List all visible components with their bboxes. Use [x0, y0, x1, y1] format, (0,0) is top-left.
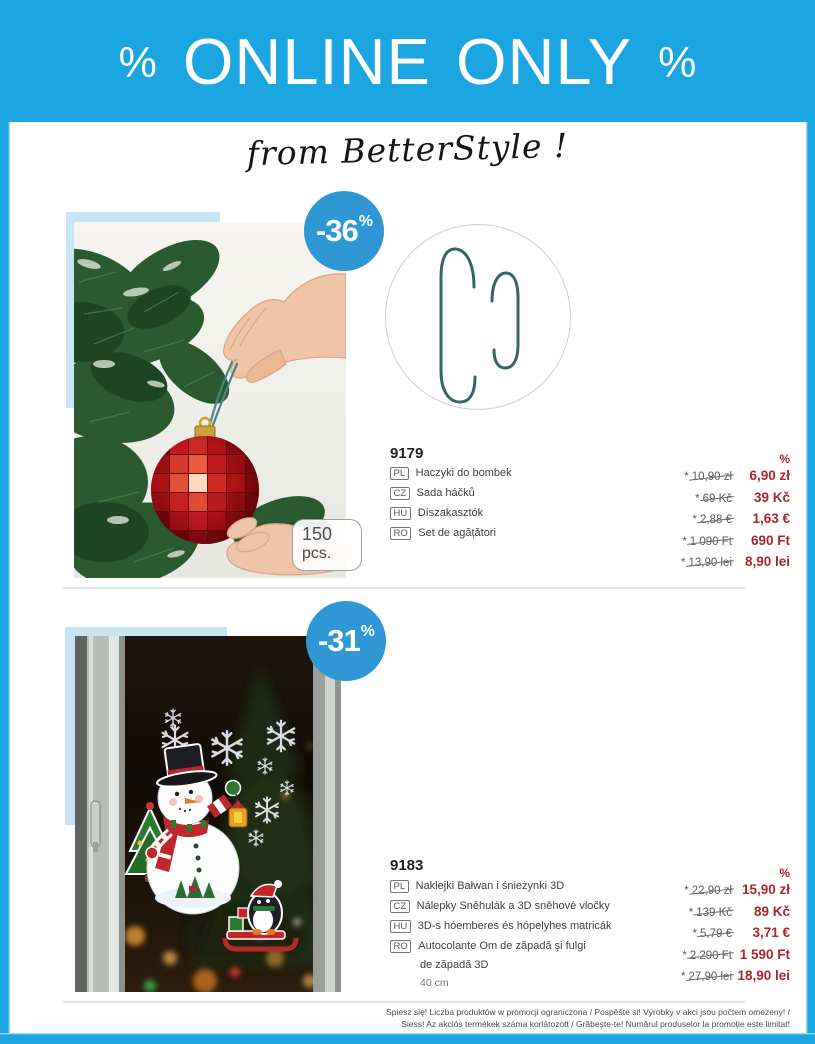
- price-row: [560, 947, 790, 969]
- percent-icon: %: [118, 38, 157, 87]
- page-border-bottom: [0, 1033, 815, 1044]
- price-table: [560, 452, 790, 576]
- old-price: * 2,88 €: [692, 514, 732, 526]
- price-row: [560, 904, 790, 926]
- product-size: 40 cm: [420, 977, 449, 989]
- price-row: [560, 882, 790, 904]
- product-name-pl: Naklejki Bałwan i śnieżynki 3D: [415, 880, 565, 892]
- large-hook: [441, 249, 475, 402]
- discount-value: -36: [315, 213, 358, 248]
- promo-disclaimer: [230, 1007, 790, 1030]
- price-row: [560, 925, 790, 947]
- product-name-cz: Sada háčků: [416, 487, 475, 499]
- lang-code-cz: CZ: [390, 487, 410, 500]
- product-name-ro: Set de agățători: [418, 527, 496, 539]
- new-price: 15,90 zł: [741, 882, 790, 897]
- old-price: * 139 Kč: [688, 906, 732, 919]
- product-name-ro-line2: de zăpadă 3D: [420, 959, 489, 971]
- quantity-badge: [292, 519, 362, 571]
- price-row: [560, 490, 790, 512]
- discount-badge-31: [306, 601, 386, 681]
- new-price: 89 Kč: [753, 903, 790, 919]
- disclaimer-line-1: Spiesz się! Liczba produktów w promocji ograniczona / Pospěšte si! Výrobky v akci jsou počtem omezeny! /: [386, 1007, 790, 1017]
- product-name-ro: Autocolante Om de zăpadă şi fulgi: [418, 940, 586, 952]
- hooks-detail-image: [385, 224, 571, 410]
- product-name-hu: Díszakasztók: [417, 507, 484, 519]
- lang-code-cz: CZ: [390, 900, 410, 913]
- section-divider: [63, 1001, 745, 1003]
- online-only-banner: [0, 0, 815, 122]
- product-photo-window-stickers: [75, 636, 341, 992]
- new-price: 39 Kč: [753, 489, 790, 505]
- new-price: 6,90 zł: [749, 468, 790, 483]
- old-price: * 27,90 lei: [681, 971, 732, 983]
- lang-code-ro: RO: [390, 527, 411, 540]
- discount-badge-36: [304, 191, 384, 271]
- mitten: [226, 781, 241, 796]
- price-row: [560, 533, 790, 555]
- lang-code-hu: HU: [390, 507, 411, 520]
- price-row: [560, 554, 790, 576]
- discount-value: -31: [317, 623, 360, 658]
- new-price: 1 590 Ft: [739, 946, 790, 962]
- small-hook: [492, 273, 518, 368]
- new-price: 3,71 €: [752, 925, 790, 940]
- lang-code-pl: PL: [390, 880, 409, 893]
- window-handle: [91, 801, 100, 847]
- new-price: 18,90 lei: [737, 968, 790, 983]
- product-name-hu: 3D-s hóemberes és hópelyhes matricák: [417, 920, 612, 932]
- product-code: 9179: [390, 445, 424, 462]
- page-border-right: [806, 122, 815, 1044]
- disclaimer-line-2: Siess! Az akciós termékek száma korlátozott / Grăbește-te! Numărul produselor la promoție este limitat!: [401, 1018, 790, 1029]
- discount-percent-sign: %: [358, 213, 374, 230]
- product-name-pl: Haczyki do bombek: [415, 467, 512, 479]
- price-table: [560, 866, 790, 990]
- hooks-illustration: [386, 225, 570, 409]
- price-row: [560, 511, 790, 533]
- old-price: * 5,79 €: [692, 928, 732, 940]
- discount-percent-sign: %: [360, 623, 376, 640]
- lang-code-ro: RO: [390, 940, 411, 953]
- price-row: [560, 968, 790, 990]
- old-price: * 2 290 Ft: [682, 949, 732, 962]
- percent-icon: %: [658, 38, 697, 87]
- page-border-left: [0, 122, 10, 1044]
- product-code: 9183: [390, 857, 424, 874]
- banner-title: ONLINE ONLY: [182, 24, 633, 98]
- product-name-cz: Nálepky Sněhulák a 3D sněhové vločky: [416, 900, 610, 912]
- new-price: 690 Ft: [750, 532, 790, 548]
- new-price: 8,90 lei: [744, 554, 790, 569]
- lang-code-hu: HU: [390, 920, 411, 933]
- quantity-value: 150: [302, 524, 333, 544]
- window-stickers-illustration: [75, 636, 341, 992]
- new-price: 1,63 €: [752, 511, 790, 526]
- old-price: * 13,90 lei: [681, 557, 732, 569]
- old-price: * 22,90 zł: [684, 885, 732, 897]
- section-divider: [63, 587, 745, 589]
- percent-column-header: %: [779, 866, 790, 880]
- percent-column-header: %: [779, 452, 790, 466]
- quantity-unit: pcs.: [302, 545, 332, 562]
- price-row: [560, 468, 790, 490]
- old-price: * 69 Kč: [695, 492, 732, 505]
- lang-code-pl: PL: [390, 467, 409, 480]
- old-price: * 10,90 zł: [684, 471, 732, 483]
- brand-tagline: from BetterStyle !: [246, 125, 569, 174]
- old-price: * 1 090 Ft: [682, 535, 732, 548]
